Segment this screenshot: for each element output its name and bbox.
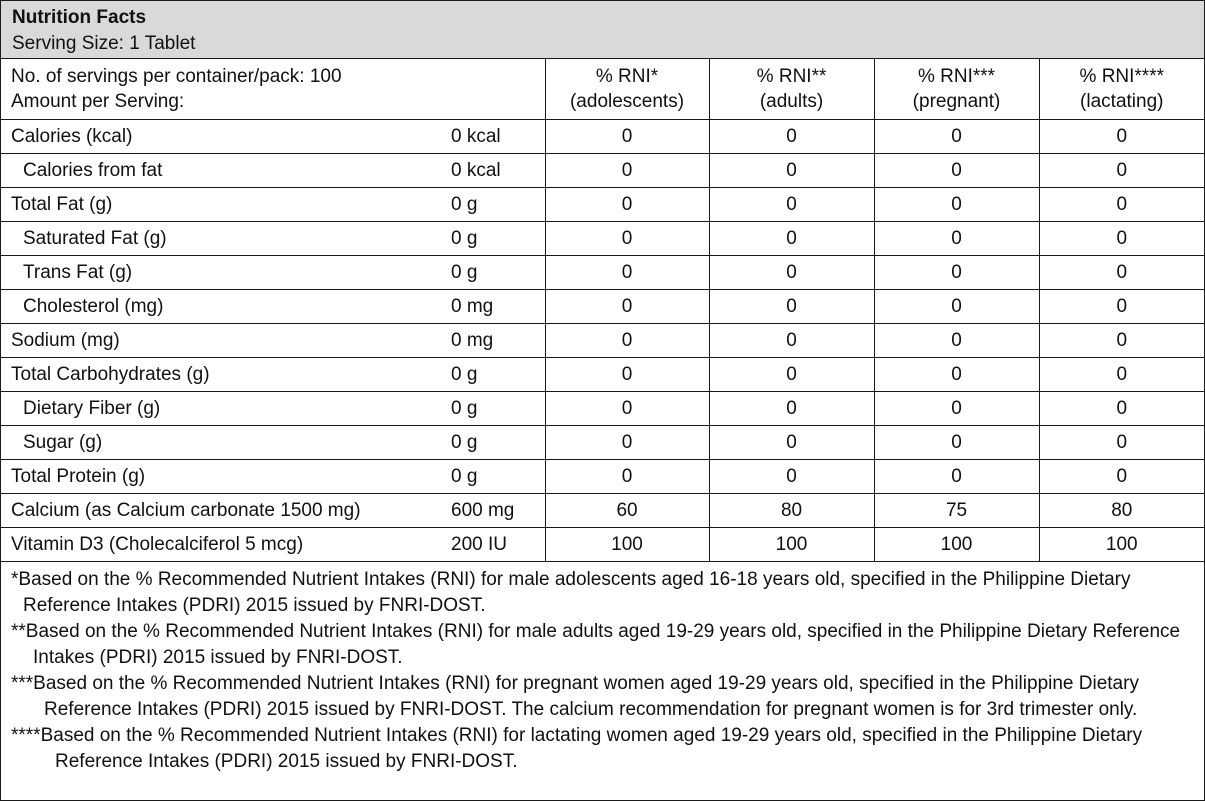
rni-adults: 0: [709, 358, 874, 392]
nutrient-name: Calories (kcal): [1, 120, 450, 154]
table-row: [1, 120, 1204, 154]
servings-info-cell: [1, 59, 545, 120]
column-header-line2: (pregnant): [912, 91, 1001, 112]
rni-lactating: 0: [1039, 392, 1204, 426]
rni-lactating: 0: [1039, 426, 1204, 460]
nutrient-name: Vitamin D3 (Cholecalciferol 5 mcg): [1, 528, 450, 562]
rni-pregnant: 0: [874, 256, 1039, 290]
nutrient-name: Total Fat (g): [1, 188, 450, 222]
nutrient-name: Total Carbohydrates (g): [1, 358, 450, 392]
column-header-line2: (lactating): [1080, 91, 1164, 112]
rni-adolescents: 0: [545, 120, 709, 154]
rni-pregnant: 0: [874, 460, 1039, 494]
rni-pregnant: 0: [874, 188, 1039, 222]
nutrient-name: Cholesterol (mg): [1, 290, 450, 324]
nutrient-name: Sodium (mg): [1, 324, 450, 358]
rni-adolescents: 0: [545, 256, 709, 290]
servings-per-container: No. of servings per container/pack: 100: [11, 66, 342, 87]
rni-adults: 0: [709, 222, 874, 256]
nutrient-amount: 0 g: [450, 460, 545, 494]
rni-lactating: 0: [1039, 222, 1204, 256]
rni-adults: 0: [709, 324, 874, 358]
nutrient-amount: 0 kcal: [450, 154, 545, 188]
column-header-line1: % RNI**: [756, 66, 827, 87]
nutrient-amount: 0 g: [450, 222, 545, 256]
rni-pregnant: 0: [874, 426, 1039, 460]
nutrient-amount: 0 g: [450, 188, 545, 222]
rni-pregnant: 0: [874, 324, 1039, 358]
table-row: [1, 154, 1204, 188]
nutrient-amount: 0 mg: [450, 324, 545, 358]
rni-lactating: 0: [1039, 256, 1204, 290]
nutrient-amount: 0 g: [450, 426, 545, 460]
rni-adolescents: 0: [545, 154, 709, 188]
rni-pregnant: 0: [874, 154, 1039, 188]
table-header-row: [1, 59, 1204, 120]
nutrient-amount: 0 kcal: [450, 120, 545, 154]
rni-adolescents: 0: [545, 460, 709, 494]
nutrient-name: Calcium (as Calcium carbonate 1500 mg): [1, 494, 450, 528]
nutrient-name: Calories from fat: [1, 154, 450, 188]
rni-adults: 0: [709, 154, 874, 188]
rni-lactating: 100: [1039, 528, 1204, 562]
rni-adolescents: 0: [545, 222, 709, 256]
rni-adults: 80: [709, 494, 874, 528]
table-row: [1, 324, 1204, 358]
table-row: [1, 528, 1204, 562]
rni-pregnant: 100: [874, 528, 1039, 562]
rni-pregnant: 0: [874, 120, 1039, 154]
column-header-line1: % RNI***: [917, 66, 996, 87]
nutrient-amount: 0 mg: [450, 290, 545, 324]
footnote-pregnant: ***Based on the % Recommended Nutrient Intakes (RNI) for pregnant women aged 19-29 years old, specified in the Philippine Dietary Reference Intakes (PDRI) 2015 issued by FNRI-DOST. The calcium recommendation for pregnant women is for 3rd trimester only.: [11, 673, 1139, 720]
table-row: [1, 460, 1204, 494]
column-header-line2: (adults): [759, 91, 824, 112]
rni-adults: 0: [709, 392, 874, 426]
rni-adolescents: 0: [545, 324, 709, 358]
rni-adolescents: 0: [545, 290, 709, 324]
rni-adolescents: 0: [545, 426, 709, 460]
rni-pregnant: 75: [874, 494, 1039, 528]
footnote-adolescents: *Based on the % Recommended Nutrient Intakes (RNI) for male adolescents aged 16-18 years old, specified in the Philippine Dietary Reference Intakes (PDRI) 2015 issued by FNRI-DOST.: [11, 569, 1131, 616]
rni-pregnant: 0: [874, 222, 1039, 256]
column-header-lactating: [1039, 59, 1204, 120]
rni-adults: 0: [709, 426, 874, 460]
rni-adults: 0: [709, 256, 874, 290]
rni-adults: 0: [709, 290, 874, 324]
rni-pregnant: 0: [874, 290, 1039, 324]
rni-lactating: 0: [1039, 324, 1204, 358]
column-header-adults: [709, 59, 874, 120]
table-row: [1, 290, 1204, 324]
table-row: [1, 222, 1204, 256]
nutrient-amount: 0 g: [450, 358, 545, 392]
table-row: [1, 392, 1204, 426]
table-row: [1, 494, 1204, 528]
nutrient-amount: 0 g: [450, 256, 545, 290]
rni-adults: 100: [709, 528, 874, 562]
rni-pregnant: 0: [874, 358, 1039, 392]
column-header-line2: (adolescents): [569, 91, 685, 112]
nutrient-amount: 600 mg: [450, 494, 545, 528]
rni-adolescents: 0: [545, 392, 709, 426]
footnote-lactating: ****Based on the % Recommended Nutrient Intakes (RNI) for lactating women aged 19-29 years old, specified in the Philippine Dietary Reference Intakes (PDRI) 2015 issued by FNRI-DOST.: [11, 725, 1143, 772]
rni-adults: 0: [709, 120, 874, 154]
table-row: [1, 188, 1204, 222]
table-row: [1, 358, 1204, 392]
rni-lactating: 80: [1039, 494, 1204, 528]
rni-lactating: 0: [1039, 188, 1204, 222]
amount-per-serving-label: Amount per Serving:: [11, 91, 185, 112]
rni-adolescents: 60: [545, 494, 709, 528]
rni-adolescents: 0: [545, 188, 709, 222]
footnotes: [1, 562, 1204, 774]
nutrient-name: Total Protein (g): [1, 460, 450, 494]
nutrient-name: Sugar (g): [1, 426, 450, 460]
rni-pregnant: 0: [874, 392, 1039, 426]
nutrient-amount: 200 IU: [450, 528, 545, 562]
panel-title: Nutrition Facts: [12, 7, 147, 28]
rni-lactating: 0: [1039, 460, 1204, 494]
rni-adults: 0: [709, 460, 874, 494]
rni-lactating: 0: [1039, 154, 1204, 188]
nutrition-header: [1, 1, 1204, 59]
rni-lactating: 0: [1039, 358, 1204, 392]
nutrient-name: Trans Fat (g): [1, 256, 450, 290]
nutrient-name: Dietary Fiber (g): [1, 392, 450, 426]
rni-adults: 0: [709, 188, 874, 222]
rni-adolescents: 100: [545, 528, 709, 562]
footnote-adults: **Based on the % Recommended Nutrient Intakes (RNI) for male adults aged 19-29 years old, specified in the Philippine Dietary Reference Intakes (PDRI) 2015 issued by FNRI-DOST.: [11, 621, 1181, 668]
rni-lactating: 0: [1039, 120, 1204, 154]
serving-size: Serving Size: 1 Tablet: [12, 33, 196, 54]
column-header-adolescents: [545, 59, 709, 120]
column-header-line1: % RNI****: [1079, 66, 1164, 87]
nutrition-table: [1, 59, 1204, 562]
rni-lactating: 0: [1039, 290, 1204, 324]
nutrient-amount: 0 g: [450, 392, 545, 426]
column-header-pregnant: [874, 59, 1039, 120]
table-row: [1, 426, 1204, 460]
rni-adolescents: 0: [545, 358, 709, 392]
nutrient-name: Saturated Fat (g): [1, 222, 450, 256]
column-header-line1: % RNI*: [595, 66, 659, 87]
table-row: [1, 256, 1204, 290]
